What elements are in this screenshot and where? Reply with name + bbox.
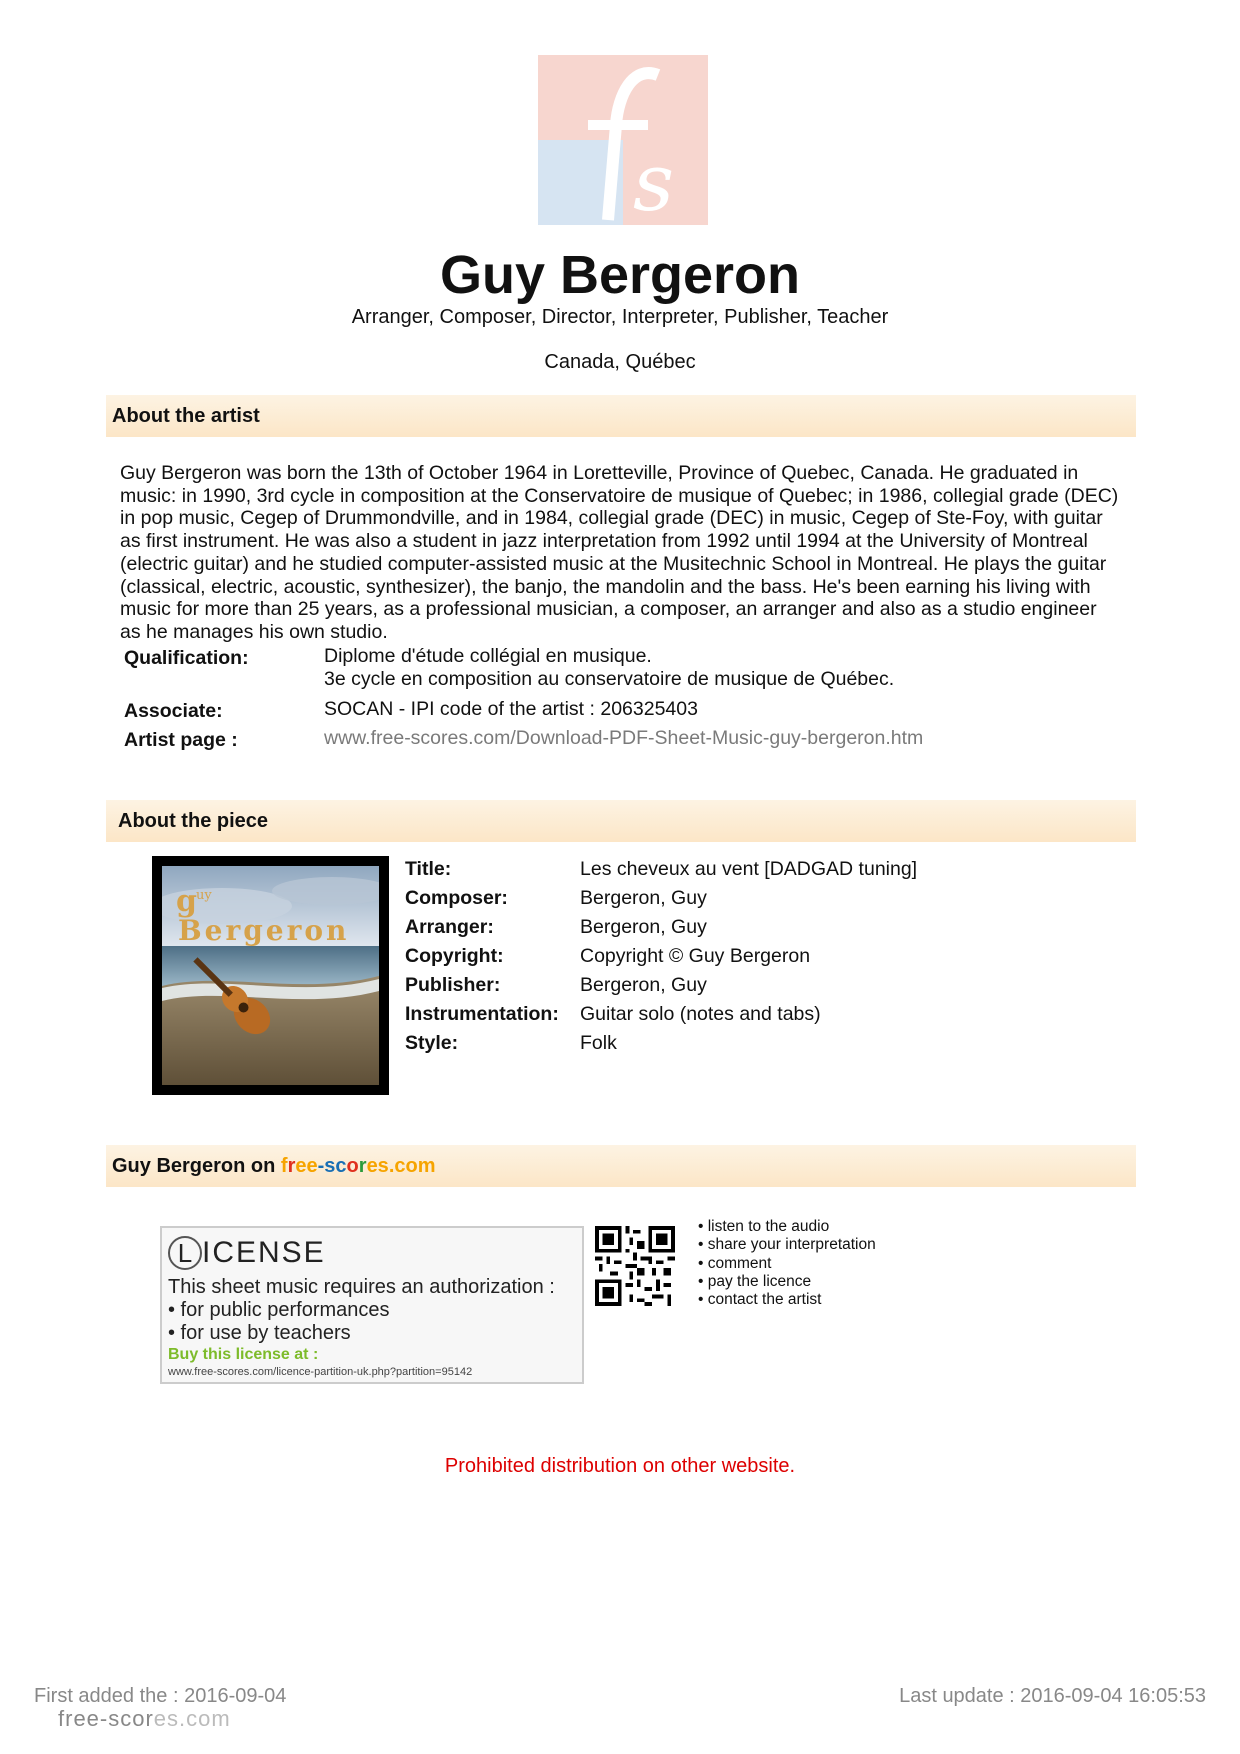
footer-brand-tail: es.com xyxy=(153,1706,231,1731)
list-item: • comment xyxy=(698,1254,772,1272)
license-line-3: • for use by teachers xyxy=(168,1322,351,1344)
free-scores-logo xyxy=(538,55,708,225)
about-piece-heading: About the piece xyxy=(118,810,269,832)
piece-value-copyright: Copyright © Guy Bergeron xyxy=(580,945,811,967)
site-part-ee: ee xyxy=(295,1155,318,1177)
piece-label-publisher: Publisher: xyxy=(405,974,501,996)
last-update-date: Last update : 2016-09-04 16:05:53 xyxy=(899,1685,1206,1707)
site-part-r: r xyxy=(287,1155,296,1177)
first-added-date: First added the : 2016-09-04 xyxy=(34,1685,287,1707)
artist-bio: Guy Bergeron was born the 13th of October 1964 in Loretteville, Province of Quebec, Canada. He graduated in music: in 1990, 3rd cycle in composition at the Conservatoire de musique of Quebec; in 1986, collegial grade (DEC) in pop music, Cegep of Drummondville, and in 1984, collegial grade (DEC) in music, Cegep of Ste-Foy, with guitar as first instrument. He was also a student in jazz interpretation from 1992 until 1994 at the University of Montreal (electric guitar) and he studied computer-assisted music at the Musitechnic School in Montreal. He plays the guitar (classical, electric, acoustic, synthesizer), the banjo, the mandolin and the bass. He's been earning his living with music for more than 25 years, as a professional musician, a composer, an arranger and also as a studio engineer as he manages his own studio. xyxy=(120,462,1119,643)
on-site-header xyxy=(106,1145,1136,1187)
license-title-first: L xyxy=(168,1236,202,1270)
on-site-heading-prefix: Guy Bergeron on xyxy=(112,1155,281,1177)
site-part-es: es xyxy=(366,1155,389,1177)
piece-value-publisher: Bergeron, Guy xyxy=(580,974,707,996)
svg-text:s: s xyxy=(633,136,675,225)
site-features-list xyxy=(698,1218,876,1309)
cover-letter-g: g xyxy=(176,884,197,919)
site-part-dash: - xyxy=(317,1155,325,1177)
artist-name: Guy Bergeron xyxy=(439,245,801,305)
piece-label-instrumentation: Instrumentation: xyxy=(405,1003,559,1025)
license-url[interactable]: www.free-scores.com/licence-partition-uk.php?partition=95142 xyxy=(168,1366,473,1378)
site-part-r2: r xyxy=(358,1155,367,1177)
piece-label-arranger: Arranger: xyxy=(405,916,494,938)
list-item: • share your interpretation xyxy=(698,1236,876,1254)
list-item: • pay the licence xyxy=(698,1272,812,1290)
site-part-f: f xyxy=(280,1155,288,1177)
footer-brand-main: free-scor xyxy=(58,1706,154,1731)
about-artist-header xyxy=(106,395,1136,437)
qualification-label: Qualification: xyxy=(124,647,249,669)
piece-value-instrumentation: Guitar solo (notes and tabs) xyxy=(580,1003,821,1025)
footer-brand xyxy=(58,1706,231,1732)
list-item: • contact the artist xyxy=(698,1291,822,1309)
artist-page-label: Artist page : xyxy=(124,729,238,751)
license-box xyxy=(160,1226,584,1384)
license-line-2: • for public performances xyxy=(168,1299,390,1321)
qualification-line-1: Diplome d'étude collégial en musique. xyxy=(324,645,652,667)
artist-page-link[interactable]: www.free-scores.com/Download-PDF-Sheet-Music-guy-bergeron.htm xyxy=(324,727,924,749)
prohibited-notice: Prohibited distribution on other website. xyxy=(444,1455,796,1477)
associate-label: Associate: xyxy=(124,700,223,722)
album-cover xyxy=(152,856,389,1095)
about-piece-header xyxy=(106,800,1136,842)
piece-value-composer: Bergeron, Guy xyxy=(580,887,707,909)
about-artist-heading: About the artist xyxy=(112,405,260,427)
license-buy-label: Buy this license at : xyxy=(168,1346,319,1363)
piece-value-style: Folk xyxy=(580,1032,617,1054)
qualification-line-2: 3e cycle en composition au conservatoire de musique de Québec. xyxy=(324,668,895,690)
site-part-o: o xyxy=(346,1155,359,1177)
piece-value-arranger: Bergeron, Guy xyxy=(580,916,707,938)
list-item: • listen to the audio xyxy=(698,1218,830,1235)
piece-label-copyright: Copyright: xyxy=(405,945,504,967)
piece-label-style: Style: xyxy=(405,1032,459,1054)
site-part-com: .com xyxy=(388,1155,436,1177)
site-name[interactable] xyxy=(281,1155,436,1177)
piece-label-composer: Composer: xyxy=(405,887,508,909)
on-site-heading xyxy=(112,1155,436,1178)
artist-location: Canada, Québec xyxy=(544,351,696,373)
associate-value: SOCAN - IPI code of the artist : 206325403 xyxy=(324,698,698,720)
piece-label-title: Title: xyxy=(405,858,452,880)
site-part-sc: sc xyxy=(324,1155,347,1177)
piece-value-title: Les cheveux au vent [DADGAD tuning] xyxy=(580,858,918,880)
license-title-rest: ICENSE xyxy=(202,1236,326,1269)
cover-text-2: Bergeron xyxy=(178,914,350,947)
license-title xyxy=(168,1236,326,1270)
artist-roles: Arranger, Composer, Director, Interpreter, Publisher, Teacher xyxy=(351,306,889,328)
license-line-1: This sheet music requires an authorization : xyxy=(168,1276,555,1298)
qr-code[interactable] xyxy=(595,1226,675,1306)
cover-text-1: uy xyxy=(196,888,212,903)
